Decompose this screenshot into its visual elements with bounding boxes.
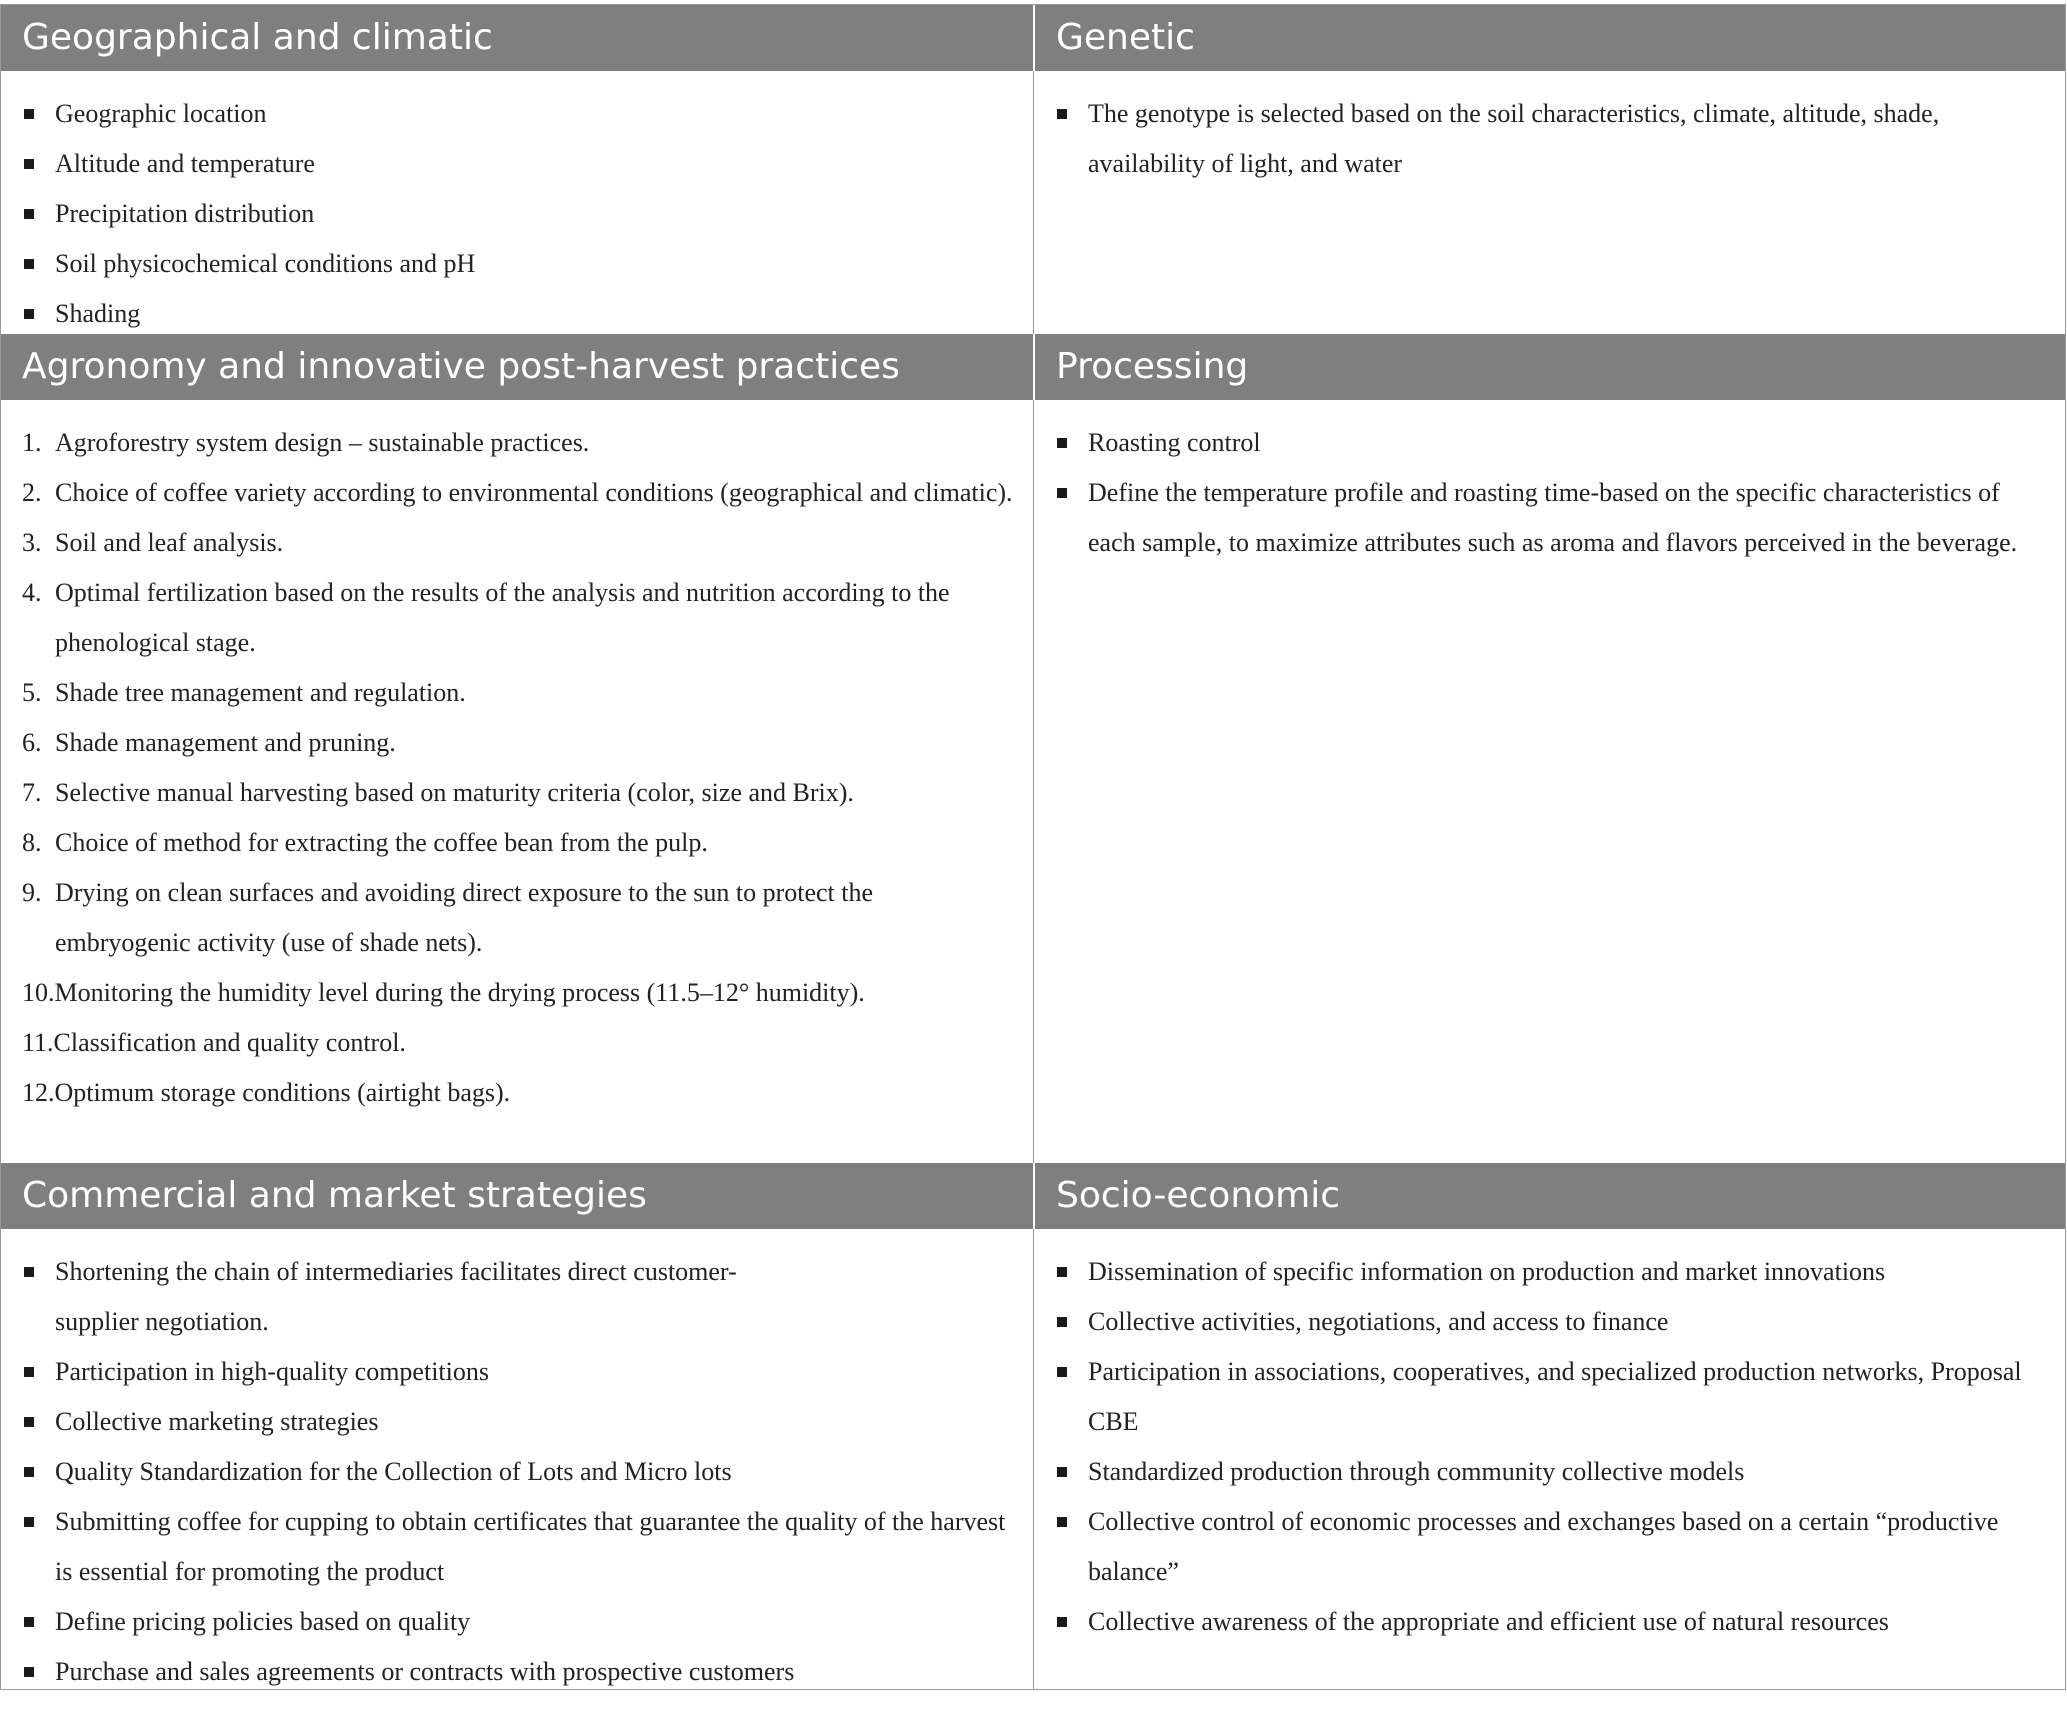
list-commercial-rest (22, 1347, 1015, 1697)
square-bullet-icon (1057, 1467, 1067, 1477)
square-bullet-icon (24, 1617, 34, 1627)
list-item: Purchase and sales agreements or contracts with prospective customers (22, 1647, 1015, 1697)
list-geographical (22, 89, 1015, 339)
square-bullet-icon (24, 1367, 34, 1377)
list-item: 4. Optimal fertilization based on the results of the analysis and nutrition according to the phenological stage. (22, 578, 950, 657)
list-item: Participation in associations, cooperatives, and specialized production networks, Proposal CBE (1055, 1347, 2047, 1447)
cell-geographical (1, 71, 1033, 334)
list-item: Altitude and temperature (22, 139, 1015, 189)
list-item: Standardized production through community collective models (1055, 1447, 2047, 1497)
list-item: 5. Shade tree management and regulation. (22, 678, 466, 707)
square-bullet-icon (1057, 1617, 1067, 1627)
list-item: Shortening the chain of intermediaries facilitates direct customer-supplier negotiation. (22, 1247, 773, 1347)
list-agronomy (22, 418, 1015, 1118)
square-bullet-icon (1057, 488, 1067, 498)
list-item: 10.Monitoring the humidity level during the drying process (11.5–12° humidity). (22, 978, 865, 1007)
list-item: Collective awareness of the appropriate and efficient use of natural resources (1055, 1597, 2047, 1647)
square-bullet-icon (1057, 1317, 1067, 1327)
square-bullet-icon (24, 159, 34, 169)
list-item: Define the temperature profile and roasting time-based on the specific characteristics of each sample, to maximize attributes such as aroma and flavors perceived in the beverage. (1055, 468, 2047, 568)
list-item: 11.Classification and quality control. (22, 1028, 406, 1057)
square-bullet-icon (24, 1267, 34, 1277)
square-bullet-icon (1057, 109, 1067, 119)
square-bullet-icon (1057, 438, 1067, 448)
cell-genetic (1033, 71, 2065, 334)
list-item: Quality Standardization for the Collection of Lots and Micro lots (22, 1447, 1015, 1497)
cell-socio-economic (1033, 1229, 2065, 1689)
list-item: 9. Drying on clean surfaces and avoiding direct exposure to the sun to protect the embryogenic activity (use of shade nets). (22, 878, 874, 957)
square-bullet-icon (24, 259, 34, 269)
square-bullet-icon (1057, 1517, 1067, 1527)
list-item: 3. Soil and leaf analysis. (22, 528, 284, 557)
list-commercial (22, 1247, 773, 1347)
list-item: Roasting control (1055, 418, 2047, 468)
list-item: Participation in high-quality competitions (22, 1347, 1015, 1397)
square-bullet-icon (24, 209, 34, 219)
list-item: Collective control of economic processes and exchanges based on a certain “productive balance” (1055, 1497, 2047, 1597)
list-item: Geographic location (22, 89, 1015, 139)
cell-agronomy (1, 400, 1033, 1163)
header-commercial: Commercial and market strategies (1, 1163, 1033, 1229)
list-item: 2. Choice of coffee variety according to environmental conditions (geographical and climatic). (22, 478, 1013, 507)
list-item: 8. Choice of method for extracting the coffee bean from the pulp. (22, 828, 708, 857)
list-socio-economic (1055, 1247, 2047, 1647)
square-bullet-icon (24, 109, 34, 119)
list-item: Soil physicochemical conditions and pH (22, 239, 1015, 289)
list-item: 12.Optimum storage conditions (airtight bags). (22, 1078, 511, 1107)
list-item: 1. Agroforestry system design – sustainable practices. (22, 428, 590, 457)
square-bullet-icon (1057, 1267, 1067, 1277)
list-genetic (1055, 89, 2047, 189)
header-agronomy: Agronomy and innovative post-harvest practices (1, 334, 1033, 400)
list-item: Collective activities, negotiations, and access to finance (1055, 1297, 2047, 1347)
list-item: Define pricing policies based on quality (22, 1597, 1015, 1647)
factors-table (0, 4, 2066, 1690)
cell-processing (1033, 400, 2065, 1163)
header-geographical: Geographical and climatic (1, 5, 1033, 71)
list-processing (1055, 418, 2047, 568)
list-item: 7. Selective manual harvesting based on maturity criteria (color, size and Brix). (22, 778, 854, 807)
list-item: Collective marketing strategies (22, 1397, 1015, 1447)
header-genetic: Genetic (1033, 5, 2065, 71)
list-item: Dissemination of specific information on production and market innovations (1055, 1247, 2047, 1297)
list-item: Submitting coffee for cupping to obtain certificates that guarantee the quality of the harvest is essential for promoting the product (22, 1497, 1015, 1597)
list-item: 6. Shade management and pruning. (22, 728, 396, 757)
square-bullet-icon (24, 1517, 34, 1527)
header-socio-economic: Socio-economic (1033, 1163, 2065, 1229)
list-item: Precipitation distribution (22, 189, 1015, 239)
list-item: Shading (22, 289, 1015, 339)
square-bullet-icon (24, 309, 34, 319)
square-bullet-icon (24, 1467, 34, 1477)
header-processing: Processing (1033, 334, 2065, 400)
cell-commercial (1, 1229, 1033, 1689)
list-item: The genotype is selected based on the soil characteristics, climate, altitude, shade, availability of light, and water (1055, 89, 2047, 189)
square-bullet-icon (24, 1667, 34, 1677)
square-bullet-icon (24, 1417, 34, 1427)
square-bullet-icon (1057, 1367, 1067, 1377)
